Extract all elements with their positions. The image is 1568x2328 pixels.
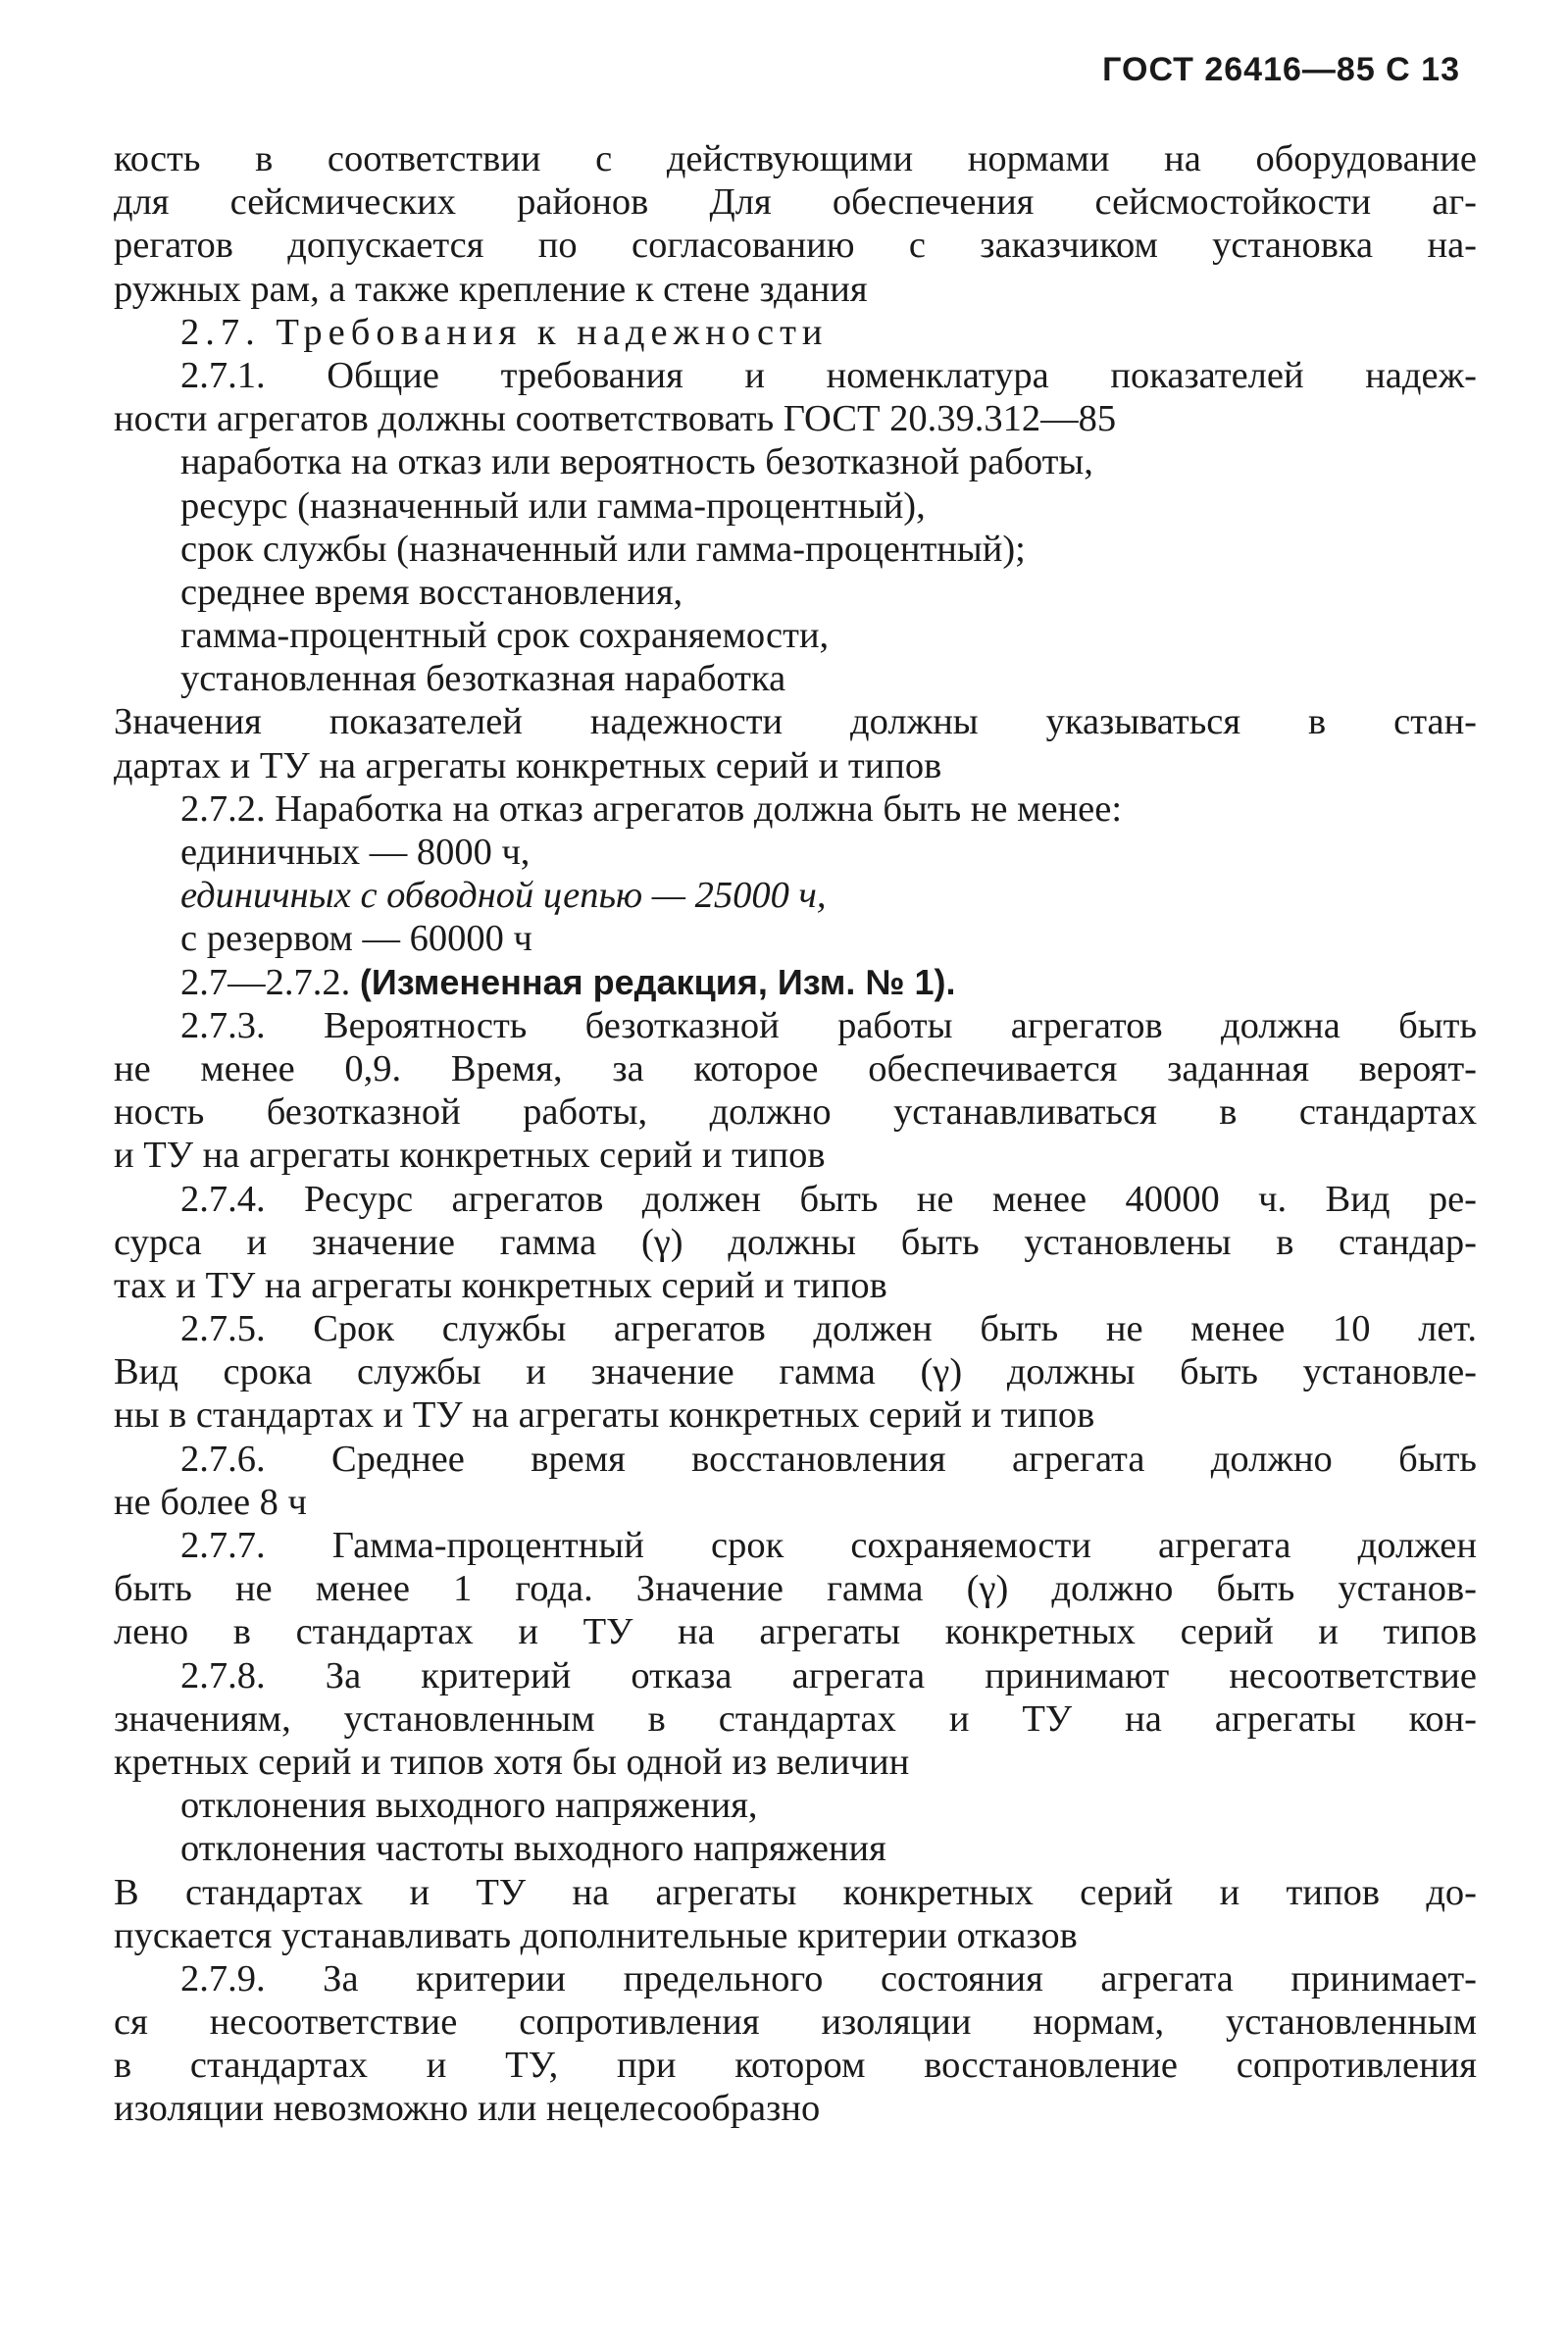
text-line: [114, 1221, 1477, 1264]
text-line: [114, 1393, 1477, 1437]
text-line: [114, 787, 1477, 831]
line-text: 2.7.5. Срок службы агрегатов должен быть не менее 10 лет.: [180, 1308, 1477, 1350]
text-line: [114, 1741, 1477, 1784]
line-text: 2.7.2. Наработка на отказ агрегатов должна быть не менее:: [180, 787, 1123, 830]
line-text: Вид срока службы и значение гамма (γ) должны быть установле-: [114, 1351, 1477, 1393]
line-text: кретных серий и типов хотя бы одной из величин: [114, 1741, 910, 1783]
text-line: [114, 2000, 1477, 2044]
text-line: [114, 744, 1477, 787]
text-line: [114, 180, 1477, 224]
line-text: ружных рам, а также крепление к стене здания: [114, 268, 868, 310]
line-text: лено в стандартах и ТУ на агрегаты конкретных серий и типов: [114, 1611, 1477, 1653]
line-text: ность безотказной работы, должно устанавливаться в стандартах: [114, 1091, 1477, 1134]
text-line: [114, 484, 1477, 528]
line-text: 2.7.4. Ресурс агрегатов должен быть не менее 40000 ч. Вид ре-: [180, 1178, 1477, 1220]
line-text: единичных с обводной цепью — 25000 ч,: [180, 875, 827, 917]
text-line: [114, 1871, 1477, 1914]
line-text: с резервом — 60000 ч: [180, 918, 532, 960]
running-header: ГОСТ 26416—85 С 13: [1102, 51, 1460, 88]
line-text: наработка на отказ или вероятность безотказной работы,: [180, 441, 1093, 483]
text-line: [114, 2044, 1477, 2087]
line-text: отклонения частоты выходного напряжения: [180, 1828, 886, 1870]
amendment-note: (Измененная редакция, Изм. № 1).: [359, 961, 956, 1002]
line-text: ности агрегатов должны соответствовать ГОСТ 20.39.312—85: [114, 398, 1117, 440]
text-line: [114, 1004, 1477, 1047]
text-line: [114, 1178, 1477, 1221]
text-line: [114, 1784, 1477, 1827]
text-line: [114, 2087, 1477, 2130]
line-text: не менее 0,9. Время, за которое обеспечивается заданная вероят-: [114, 1047, 1477, 1089]
line-text: ся несоответствие сопротивления изоляции нормам, установленным: [114, 2001, 1477, 2044]
text-line: [114, 1697, 1477, 1741]
text-line: [114, 528, 1477, 571]
text-line: [114, 311, 1477, 354]
text-line: [114, 831, 1477, 874]
text-line: [114, 1957, 1477, 2000]
line-text: изоляции невозможно или нецелесообразно: [114, 2088, 821, 2130]
line-text: Значения показателей надежности должны указываться в стан-: [114, 701, 1477, 743]
line-text: 2.7.1. Общие требования и номенклатура показателей надеж-: [180, 354, 1477, 396]
text-line: [114, 1610, 1477, 1653]
line-text: 2.7.6. Среднее время восстановления агрегата должно быть: [180, 1438, 1477, 1480]
line-text: ны в стандартах и ТУ на агрегаты конкретных серий и типов: [114, 1394, 1095, 1437]
line-text: дартах и ТУ на агрегаты конкретных серий и типов: [114, 744, 942, 786]
text-line: [114, 268, 1477, 311]
line-text: срок службы (назначенный или гамма-процентный);: [180, 528, 1026, 570]
text-line: [114, 1134, 1477, 1177]
line-text: 2.7. Требования к надежности: [180, 311, 829, 353]
line-text: в стандартах и ТУ, при котором восстановление сопротивления: [114, 2045, 1477, 2087]
text-line: [114, 571, 1477, 614]
text-line: [114, 440, 1477, 483]
text-line: [114, 1654, 1477, 1697]
line-text: 2.7.3. Вероятность безотказной работы агрегатов должна быть: [180, 1004, 1477, 1046]
line-text: ресурс (назначенный или гамма-процентный),: [180, 484, 926, 527]
text-line: [114, 1264, 1477, 1307]
line-text: сурса и значение гамма (γ) должны быть установлены в стандар-: [114, 1221, 1477, 1263]
text-line: [114, 1827, 1477, 1870]
text-line: [114, 397, 1477, 440]
line-text: значениям, установленным в стандартах и ТУ на агрегаты кон-: [114, 1697, 1477, 1740]
clause-number: 2.7—2.7.2.: [180, 961, 360, 1003]
line-text: единичных — 8000 ч,: [180, 832, 531, 873]
text-line: [114, 700, 1477, 743]
text-line: [114, 1307, 1477, 1350]
line-text: и ТУ на агрегаты конкретных серий и типов: [114, 1135, 826, 1177]
text-line: [114, 657, 1477, 700]
line-text: кость в соответствии с действующими нормами на оборудование: [114, 138, 1477, 179]
text-line: [114, 1090, 1477, 1134]
text-line: [114, 137, 1477, 180]
text-line: [114, 1524, 1477, 1567]
line-text: быть не менее 1 года. Значение гамма (γ) должно быть установ-: [114, 1568, 1477, 1610]
line-text: установленная безотказная наработка: [180, 658, 786, 700]
text-line: [114, 1481, 1477, 1524]
text-line: [114, 1567, 1477, 1610]
text-line: [114, 354, 1477, 397]
line-text: тах и ТУ на агрегаты конкретных серий и типов: [114, 1264, 887, 1306]
text-line: [114, 917, 1477, 960]
text-line: [114, 614, 1477, 657]
text-line: [114, 1350, 1477, 1393]
line-text: пускается устанавливать дополнительные критерии отказов: [114, 1914, 1078, 1956]
text-line: [114, 1914, 1477, 1957]
line-text: для сейсмических районов Для обеспечения сейсмостойкости аг-: [114, 181, 1477, 224]
line-text: 2.7.9. За критерии предельного состояния агрегата принимает-: [180, 1957, 1477, 1999]
line-text: регатов допускается по согласованию с заказчиком установка на-: [114, 225, 1477, 267]
line-text: отклонения выходного напряжения,: [180, 1785, 758, 1827]
line-text: гамма-процентный срок сохраняемости,: [180, 615, 830, 657]
line-text: В стандартах и ТУ на агрегаты конкретных серий и типов до-: [114, 1871, 1477, 1913]
line-text: среднее время восстановления,: [180, 571, 683, 613]
line-text: 2.7.7. Гамма-процентный срок сохраняемости агрегата должен: [180, 1525, 1477, 1566]
text-line: [114, 961, 1477, 1004]
body-text: [114, 137, 1477, 2131]
text-line: [114, 224, 1477, 267]
text-line: [114, 1438, 1477, 1481]
line-text: 2.7.8. За критерий отказа агрегата принимают несоответствие: [180, 1654, 1477, 1696]
text-line: [114, 1047, 1477, 1090]
text-line: [114, 874, 1477, 917]
line-text: не более 8 ч: [114, 1481, 307, 1523]
